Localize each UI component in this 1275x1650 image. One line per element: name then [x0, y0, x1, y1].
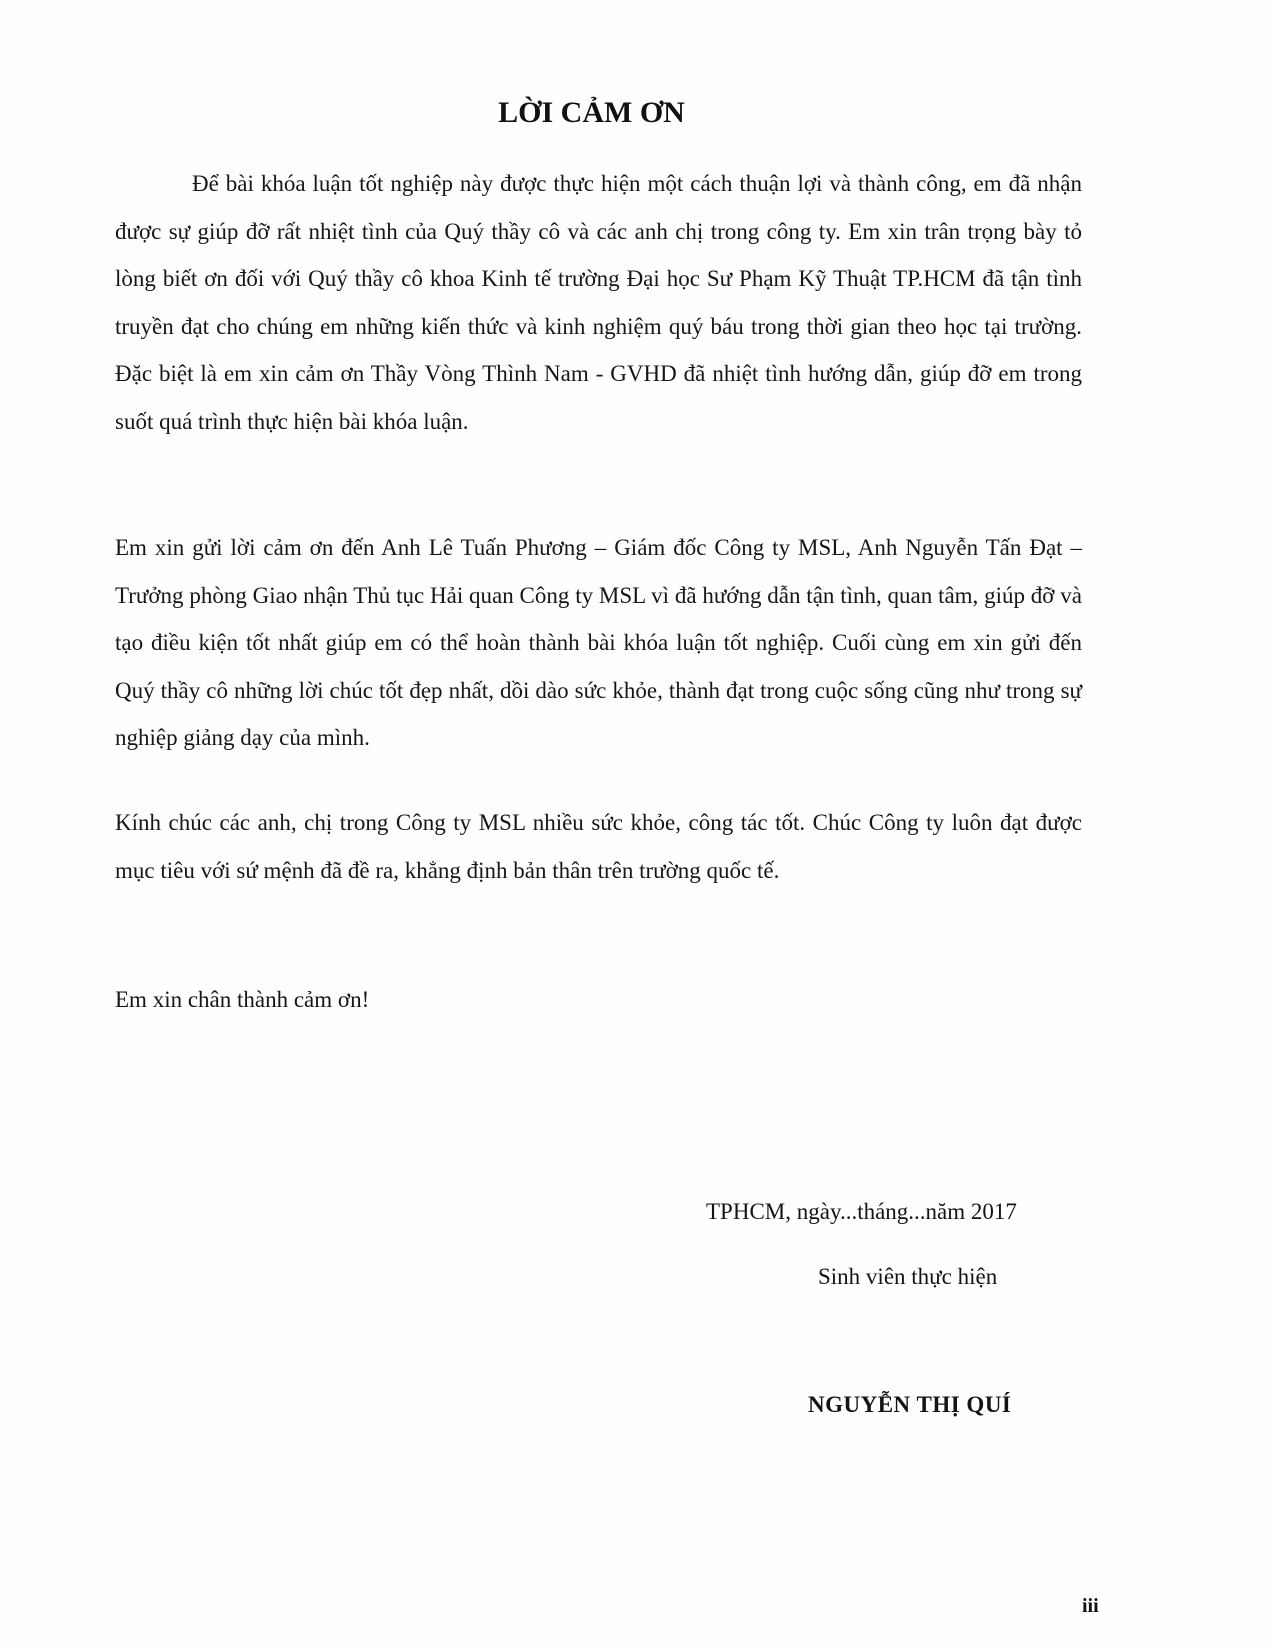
page-number: iii [1082, 1595, 1099, 1617]
place-date-line: TPHCM, ngày...tháng...năm 2017 [706, 1199, 1017, 1224]
signer-name: NGUYỄN THỊ QUÍ [808, 1392, 1012, 1417]
signer-role: Sinh viên thực hiện [818, 1264, 998, 1289]
paragraph-text: Em xin chân thành cảm ơn! [115, 987, 370, 1012]
paragraph-text: Em xin gửi lời cảm ơn đến Anh Lê Tuấn Phương – Giám đốc Công ty MSL, Anh Nguyễn Tấn Đạt – Trưởng phòng Giao nhận Thủ tục Hải quan Công ty MSL vì đã hướng dẫn tận tình, quan tâm, giúp đỡ và tạo điều kiện tốt nhất giúp em có thể hoàn thành bài khóa luận tốt nghiệp. Cuối cùng em xin gửi đến Quý thầy cô những lời chúc tốt đẹp nhất, dồi dào sức khỏe, thành đạt trong cuộc sống cũng như trong sự nghiệp giảng dạy của mình. [115, 535, 1082, 750]
paragraph-thanks [115, 976, 1082, 1024]
paragraph-text: Kính chúc các anh, chị trong Công ty MSL nhiều sức khỏe, công tác tốt. Chúc Công ty luôn đạt được mục tiêu với sứ mệnh đã đề ra, khẳng định bản thân trên trường quốc tế. [115, 810, 1082, 883]
paragraph-wishes [115, 799, 1082, 894]
paragraph-acknowledgement-faculty [115, 160, 1082, 445]
paragraph-text: Để bài khóa luận tốt nghiệp này được thực hiện một cách thuận lợi và thành công, em đã nhận được sự giúp đỡ rất nhiệt tình của Quý thầy cô và các anh chị trong công ty. Em xin trân trọng bày tỏ lòng biết ơn đối với Quý thầy cô khoa Kinh tế trường Đại học Sư Phạm Kỹ Thuật TP.HCM đã tận tình truyền đạt cho chúng em những kiến thức và kinh nghiệm quý báu trong thời gian theo học tại trường. Đặc biệt là em xin cảm ơn Thầy Vòng Thình Nam - GVHD đã nhiệt tình hướng dẫn, giúp đỡ em trong suốt quá trình thực hiện bài khóa luận. [115, 171, 1082, 434]
paragraph-acknowledgement-company [115, 524, 1082, 762]
page-title: LỜI CẢM ƠN [498, 96, 685, 129]
